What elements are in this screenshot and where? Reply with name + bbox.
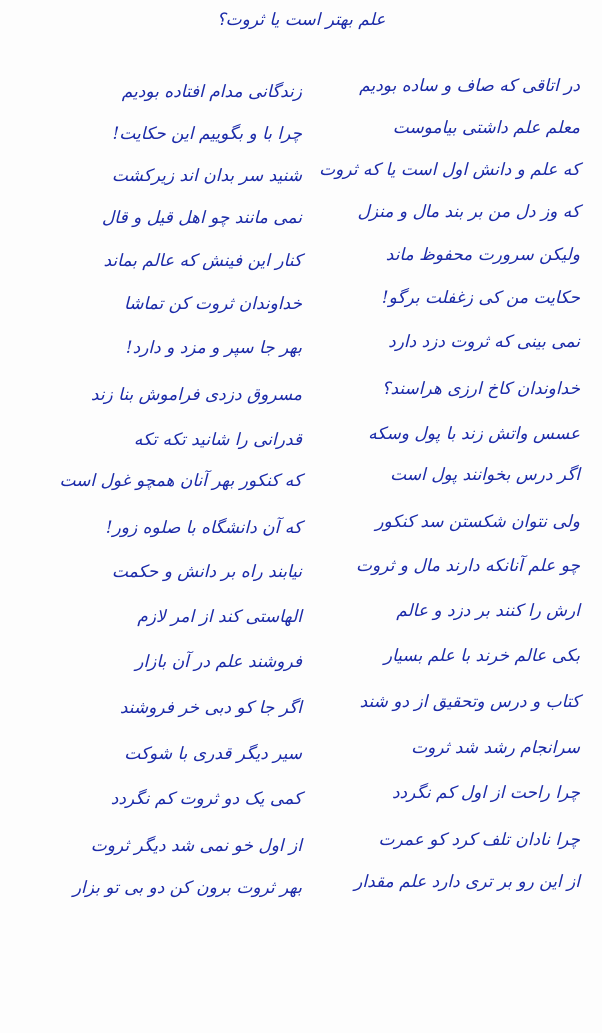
verse-right-hemistich: که علم و دانش اول است یا که ثروت bbox=[319, 160, 580, 180]
verse-left-hemistich: زندگانی مدام افتاده بودیم bbox=[121, 82, 302, 102]
verse-right-hemistich: ولی نتوان شکستن سد کنکور bbox=[375, 512, 580, 532]
verse-right-hemistich: نمی بینی که ثروت دزد دارد bbox=[388, 332, 580, 352]
verse-right-hemistich: از این رو بر تری دارد علم مقدار bbox=[354, 872, 580, 892]
verse-left-hemistich: بهر جا سپر و مزد و دارد! bbox=[125, 338, 302, 358]
verse-right-hemistich: بکی عالم خرند با علم بسیار bbox=[383, 646, 580, 666]
verse-left-hemistich: از اول خو نمی شد دیگر ثروت bbox=[90, 836, 302, 856]
verse-right-hemistich: چرا نادان تلف کرد کو عمرت bbox=[378, 830, 580, 850]
verse-right-hemistich: ولیکن سرورت محفوظ ماند bbox=[385, 245, 580, 265]
verse-left-hemistich: فروشند علم در آن بازار bbox=[135, 652, 302, 672]
verse-left-hemistich: مسروق دزدی فراموش بنا زند bbox=[90, 385, 302, 405]
verse-left-hemistich: که آن دانشگاه با صلوه زور! bbox=[105, 518, 302, 538]
verse-left-hemistich: اگر جا کو دبی خر فروشند bbox=[119, 698, 302, 718]
verse-right-hemistich: ارش را کنند بر دزد و عالم bbox=[396, 601, 580, 621]
verse-left-hemistich: نمی مانند چو اهل قیل و قال bbox=[101, 208, 302, 228]
verse-right-hemistich: سرانجام رشد شد ثروت bbox=[411, 738, 580, 758]
verse-right-hemistich: اگر درس بخوانند پول است bbox=[390, 465, 580, 485]
verse-left-hemistich: بهر ثروت برون کن دو بی تو بزار bbox=[72, 878, 302, 898]
verse-left-hemistich: قدرانی را شانید تکه تکه bbox=[133, 430, 302, 450]
verse-right-hemistich: چرا راحت از اول کم نگردد bbox=[391, 783, 580, 803]
verse-left-hemistich: نیابند راه بر دانش و حکمت bbox=[111, 562, 302, 582]
verse-left-hemistich: کنار این فینش که عالم بماند bbox=[103, 251, 302, 271]
verse-right-hemistich: معلم علم داشتی بیاموست bbox=[392, 118, 580, 138]
verse-left-hemistich: خداوندان ثروت کن تماشا bbox=[124, 294, 302, 314]
verse-left-hemistich: الهاستی کند از امر لازم bbox=[137, 607, 302, 627]
verse-right-hemistich: در اتاقی که صاف و ساده بودیم bbox=[359, 76, 580, 96]
verse-left-hemistich: شنید سر بدان اند زیرکشت bbox=[111, 166, 302, 186]
verse-right-hemistich: خداوندان کاخ ارزی هراسند؟ bbox=[381, 379, 580, 399]
verse-left-hemistich: که کنکور بهر آنان همچو غول است bbox=[59, 471, 302, 491]
verse-left-hemistich: چرا با و بگوییم این حکایت! bbox=[112, 124, 302, 144]
verse-right-hemistich: چو علم آنانکه دارند مال و ثروت bbox=[356, 556, 580, 576]
verse-right-hemistich: که وز دل من بر بند مال و منزل bbox=[357, 202, 580, 222]
verse-right-hemistich: حکایت من کی زغفلت برگو! bbox=[381, 288, 580, 308]
verse-left-hemistich: کمی یک دو ثروت کم نگردد bbox=[110, 789, 302, 809]
verse-right-hemistich: کتاب و درس وتحقیق از دو شند bbox=[359, 692, 580, 712]
verse-right-hemistich: عسس واتش زند با پول وسکه bbox=[368, 424, 580, 444]
poem-title: علم بهتر است یا ثروت؟ bbox=[216, 10, 386, 30]
verse-left-hemistich: سیر دیگر قدری با شوکت bbox=[124, 744, 302, 764]
